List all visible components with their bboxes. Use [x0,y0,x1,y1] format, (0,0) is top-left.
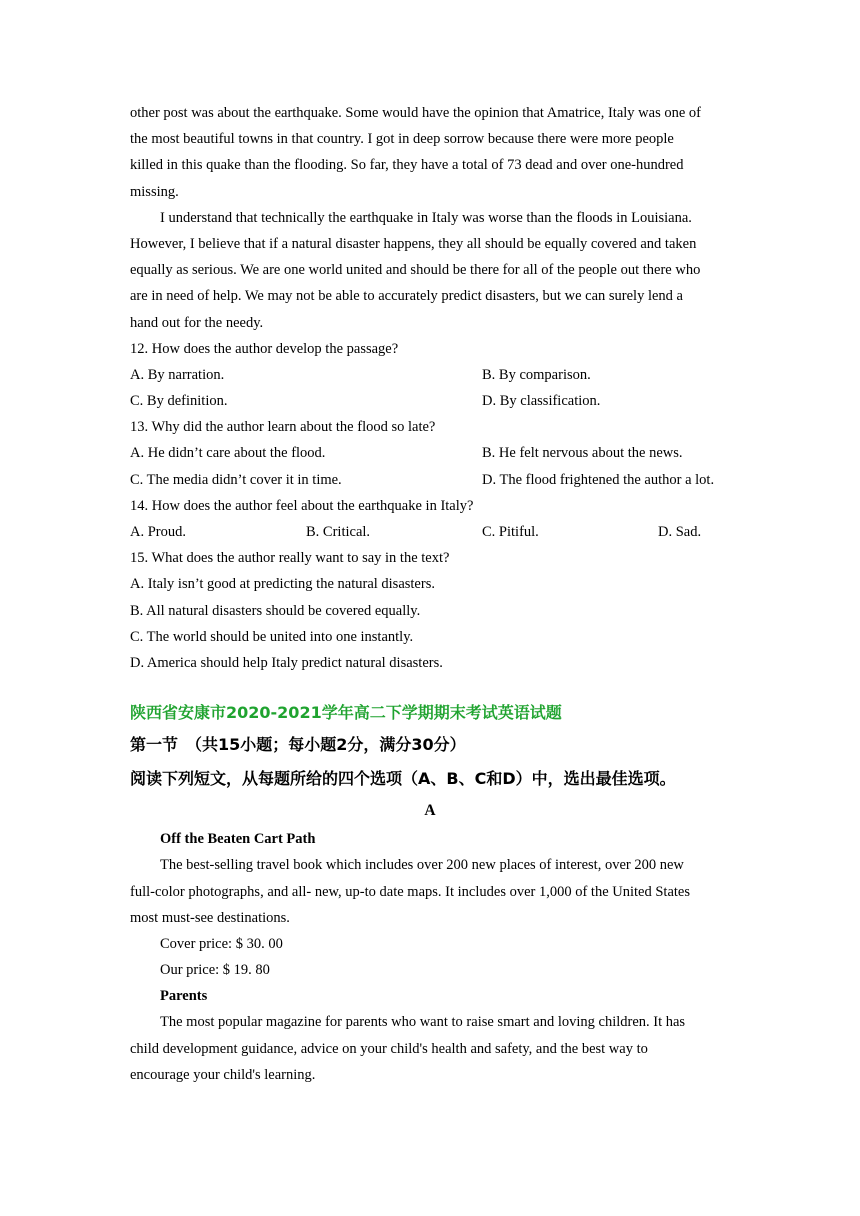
our-price: Our price: $ 19. 80 [160,962,270,979]
options-row [130,362,730,388]
option-a: A. Proud. [130,524,186,540]
instruction-text: 阅读下列短文，从每题所给的四个选项（A、B、C和D）中，选出最佳选项。 [130,769,676,789]
option-b: B. All natural disasters should be covered equally. [130,602,421,619]
text-line: encourage your child's learning. [130,1066,316,1083]
cover-price: Cover price: $ 30. 00 [160,935,283,952]
question-stem: 12. How does the author develop the passage? [130,340,399,357]
options-row [130,467,730,493]
part-heading: 第一节 （共15小题；每小题2分，满分30分） [130,735,466,755]
question-12 [130,336,730,415]
option-d: D. Sad. [658,524,702,540]
text-line: I understand that technically the earthquake in Italy was worse than the floods in Louisiana. [160,209,692,226]
options-row [130,519,730,545]
option-a: A. He didn’t care about the flood. [130,445,326,462]
ad-item-travel-book [130,826,730,983]
text-line: the most beautiful towns in that country. I got in deep sorrow because there were more people [130,131,674,148]
text-line: The best-selling travel book which includes over 200 new places of interest, over 200 new [160,857,684,874]
option-d: D. The flood frightened the author a lot. [482,471,715,488]
text-line: full-color photographs, and all- new, up-to date maps. It includes over 1,000 of the United States [130,883,690,900]
option-b: B. Critical. [306,524,371,540]
question-stem: 14. How does the author feel about the earthquake in Italy? [130,497,474,514]
option-a: A. Italy isn’t good at predicting the natural disasters. [130,576,435,593]
document-page [130,100,730,1088]
text-line: However, I believe that if a natural disaster happens, they all should be equally covered and taken [130,235,697,252]
text-line: child development guidance, advice on your child's health and safety, and the best way to [130,1040,648,1057]
ad-item-parents [130,983,730,1088]
question-15 [130,545,730,676]
passage-paragraph [130,205,730,336]
question-13 [130,414,730,493]
text-line: equally as serious. We are one world united and should be there for all of the people out there who [130,262,701,279]
option-c: C. The world should be united into one instantly. [130,628,414,645]
option-c: C. The media didn’t cover it in time. [130,471,342,488]
option-c: C. By definition. [130,393,228,410]
text-line: killed in this quake than the flooding. So far, they have a total of 73 dead and over one-hundred [130,157,684,174]
options-row [130,388,730,414]
item-heading: Off the Beaten Cart Path [160,831,316,848]
text-line: The most popular magazine for parents who want to raise smart and loving children. It has [160,1014,686,1031]
question-stem: 15. What does the author really want to say in the text? [130,550,450,567]
options-row [130,440,730,466]
option-c: C. Pitiful. [482,524,539,540]
text-line: are in need of help. We may not be able to accurately predict disasters, but we can surely lend a [130,288,683,305]
text-line: other post was about the earthquake. Some would have the opinion that Amatrice, Italy was one of [130,105,701,121]
question-14 [130,493,730,545]
option-d: D. By classification. [482,393,601,410]
exam-title: 陕西省安康市2020-2021学年高二下学期期末考试英语试题 [130,703,562,723]
section-spacer [130,676,730,698]
option-d: D. America should help Italy predict natural disasters. [130,654,443,671]
passage-letter: A [424,802,436,820]
passage-paragraph [130,100,730,205]
text-line: missing. [130,183,179,200]
text-line: most must-see destinations. [130,909,290,926]
item-heading: Parents [160,988,208,1005]
option-b: B. He felt nervous about the news. [482,445,683,462]
text-line: hand out for the needy. [130,314,264,331]
option-a: A. By narration. [130,366,225,383]
question-stem: 13. Why did the author learn about the flood so late? [130,419,436,436]
option-b: B. By comparison. [482,366,591,383]
